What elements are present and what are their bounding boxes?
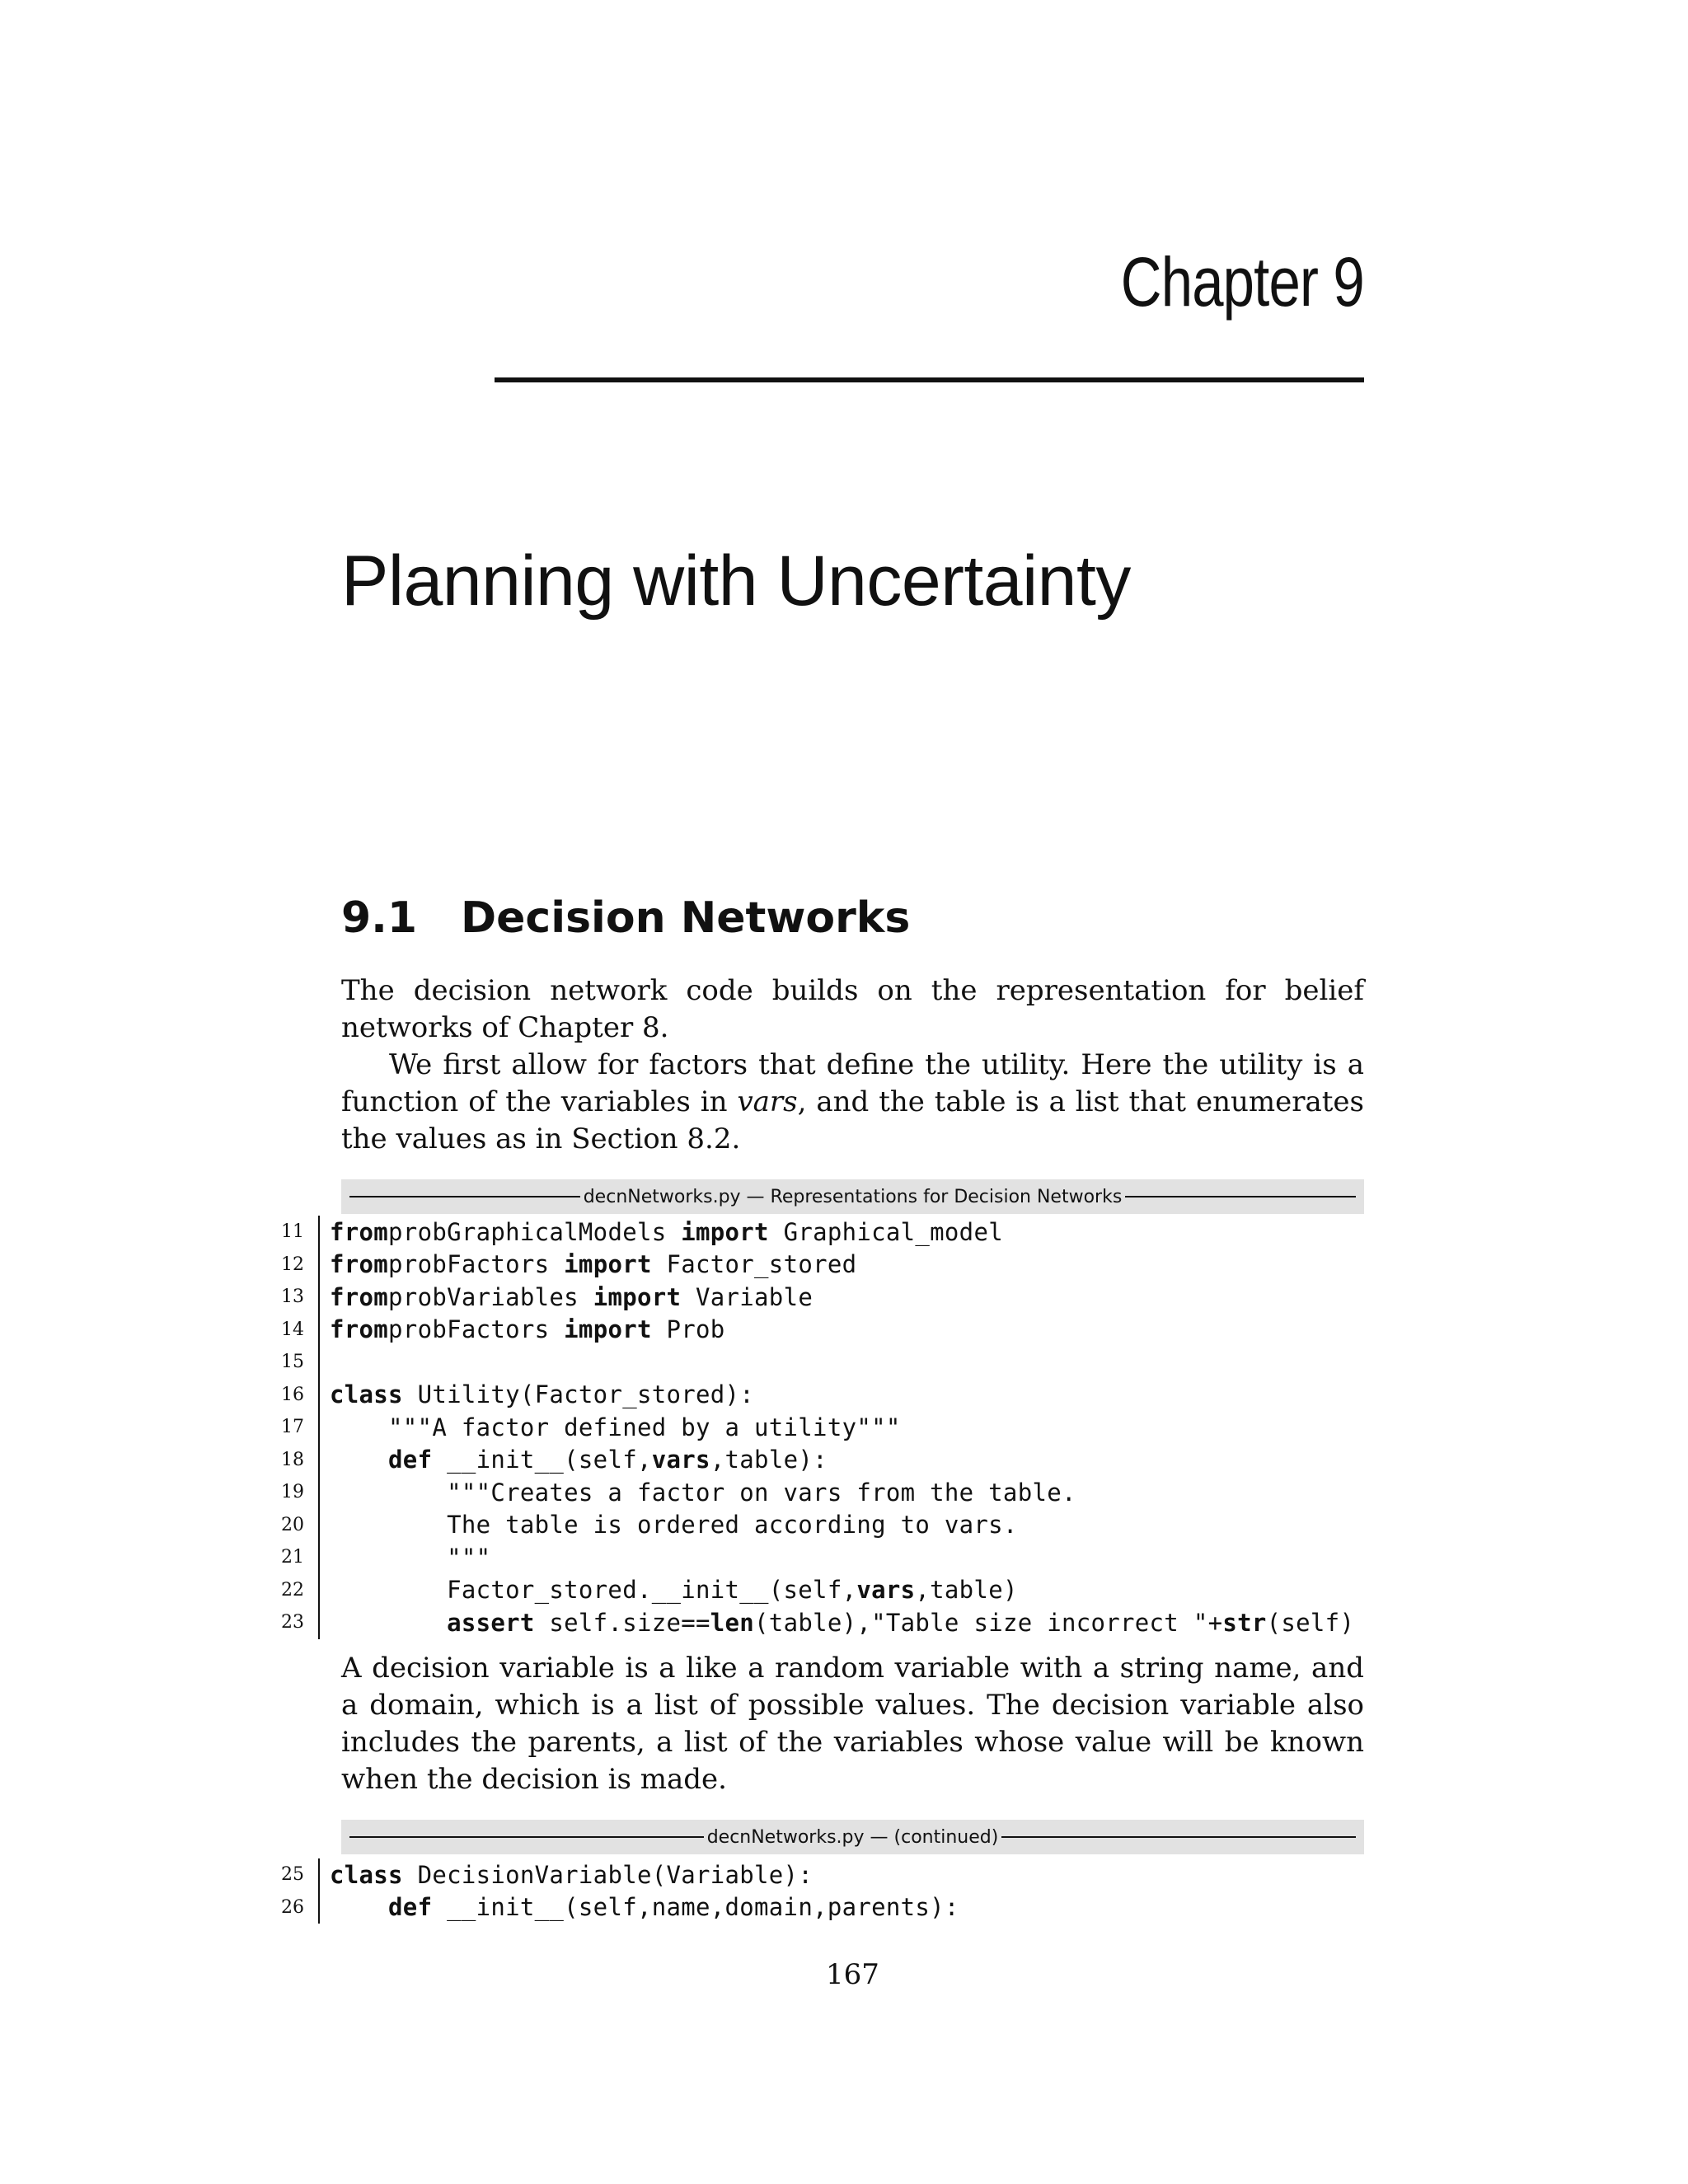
code-text (318, 1411, 901, 1444)
code-token: probFactors (388, 1315, 565, 1344)
code-token: probFactors (388, 1250, 565, 1279)
code-text (318, 1891, 959, 1924)
code-text (318, 1216, 1003, 1249)
code-content (330, 1380, 754, 1408)
code-content (330, 1250, 856, 1278)
code-token (330, 1446, 388, 1474)
header-rule-right (1001, 1836, 1356, 1838)
code-text (318, 1574, 1018, 1607)
code-keyword: def (388, 1893, 433, 1922)
code-token (330, 1609, 447, 1637)
code-text (318, 1346, 330, 1379)
code-token: """A factor defined by a utility""" (330, 1413, 901, 1441)
code-line (272, 1346, 1354, 1379)
code-text (318, 1314, 725, 1347)
code-token (330, 1893, 388, 1921)
section-number: 9.1 (341, 893, 418, 943)
code-keyword: from (330, 1217, 389, 1246)
code-content (330, 1576, 1018, 1604)
code-line (272, 1411, 1354, 1444)
code-keyword: import (593, 1282, 682, 1311)
paragraph-2-emphasis: vars (737, 1085, 798, 1118)
intro-paragraphs (341, 972, 1364, 1158)
code-token: Factor_stored.__init__(self, (330, 1576, 857, 1605)
code-token: __init__(self, (432, 1446, 652, 1474)
line-number: 11 (281, 1221, 304, 1243)
code-line (272, 1216, 1354, 1249)
code-content (330, 1609, 1354, 1637)
code-content (330, 1413, 901, 1441)
code-keyword: class (330, 1860, 403, 1889)
code-listing-header-continued (341, 1820, 1364, 1854)
paragraph-2-part-a: We first allow for factors that define the utility. Here the utility is a function of the variables in (341, 1048, 1364, 1118)
code-content (330, 1861, 813, 1889)
code-token: Graphical_model (768, 1217, 1003, 1246)
line-number: 13 (281, 1286, 304, 1308)
code-token: __init__(self,name,domain,parents): (432, 1893, 959, 1922)
code-token: probGraphicalModels (388, 1217, 682, 1246)
code-line (272, 1281, 1354, 1314)
code-content (330, 1218, 1003, 1246)
line-number: 19 (281, 1482, 304, 1503)
code-token: """Creates a factor on vars from the table. (330, 1478, 1076, 1507)
code-line (272, 1314, 1354, 1347)
line-number: 22 (281, 1579, 304, 1601)
code-content (330, 1283, 813, 1311)
code-keyword: import (681, 1217, 769, 1246)
code-line (272, 1509, 1354, 1542)
code-line (272, 1574, 1354, 1607)
section-title: Decision Networks (461, 893, 911, 943)
code-token: (self) (1266, 1608, 1355, 1637)
code-line (272, 1606, 1354, 1639)
code-listing-header (341, 1179, 1364, 1214)
code-line (272, 1476, 1354, 1509)
code-token: """ (330, 1543, 491, 1572)
code-text (318, 1379, 754, 1412)
code-text (318, 1444, 828, 1477)
code-listing-title: decnNetworks.py — (continued) (706, 1826, 999, 1848)
section-heading (341, 893, 911, 943)
code-keyword: from (330, 1282, 389, 1311)
code-token: Variable (681, 1282, 814, 1311)
line-number: 14 (281, 1319, 304, 1340)
code-keyword: import (564, 1250, 652, 1279)
code-text (318, 1476, 1076, 1509)
code-text (318, 1281, 813, 1314)
paragraph-1: The decision network code builds on the representation for belief networks of Chapter 8. (341, 974, 1364, 1044)
code-content (330, 1893, 959, 1921)
paragraph-3: A decision variable is a like a random variable with a string name, and a domain, which is a list of possible values. The decision variable also includes the parents, a list of the variables whose value will be known when the decision is made. (341, 1652, 1364, 1796)
code-content (330, 1479, 1076, 1507)
code-token: DecisionVariable(Variable): (402, 1860, 814, 1889)
code-token: self.size== (534, 1608, 710, 1637)
code-listing-title: decnNetworks.py — Representations for Decision Networks (583, 1186, 1123, 1207)
line-number: 12 (281, 1254, 304, 1275)
code-keyword: import (564, 1315, 652, 1344)
code-content (330, 1446, 828, 1474)
paragraph-2 (341, 1047, 1364, 1158)
chapter-label: Chapter 9 (1120, 243, 1364, 321)
code-token: (table),"Table size incorrect "+ (754, 1608, 1223, 1637)
code-token: ,table): (710, 1446, 828, 1474)
line-number: 21 (281, 1547, 304, 1568)
code-keyword: vars (651, 1446, 710, 1474)
code-text (318, 1858, 813, 1891)
code-token: ,table) (915, 1576, 1018, 1605)
code-line (272, 1249, 1354, 1282)
code-line (272, 1541, 1354, 1574)
code-token: Utility(Factor_stored): (402, 1380, 755, 1409)
code-text (318, 1606, 1354, 1639)
line-number: 26 (281, 1896, 304, 1918)
code-token: The table is ordered according to vars. (330, 1511, 1018, 1540)
code-content (330, 1315, 725, 1343)
code-keyword: from (330, 1315, 389, 1344)
code-keyword: vars (856, 1576, 916, 1605)
code-token: Prob (651, 1315, 725, 1344)
code-content (330, 1511, 1018, 1539)
line-number: 15 (281, 1352, 304, 1373)
line-number: 16 (281, 1384, 304, 1405)
line-number: 20 (281, 1514, 304, 1535)
code-text (318, 1509, 1018, 1542)
code-line (272, 1891, 959, 1924)
code-keyword: len (710, 1608, 755, 1637)
code-keyword: def (388, 1446, 433, 1474)
code-keyword: assert (447, 1608, 535, 1637)
code-text (318, 1541, 490, 1574)
code-keyword: from (330, 1250, 389, 1279)
code-listing-1 (272, 1216, 1354, 1639)
code-content (330, 1544, 490, 1572)
header-rule-left (349, 1196, 580, 1197)
page-number: 167 (826, 1958, 879, 1991)
code-listing-2 (272, 1858, 959, 1924)
code-text (318, 1249, 856, 1282)
code-keyword: class (330, 1380, 403, 1409)
chapter-title: Planning with Uncertainty (341, 541, 1131, 621)
paragraph-2-part-b: , and the table is a list that enumerates the values as in Section 8.2. (341, 1085, 1364, 1155)
header-rule-left (349, 1836, 704, 1838)
code-line (272, 1444, 1354, 1477)
line-number: 17 (281, 1417, 304, 1438)
header-rule-right (1125, 1196, 1356, 1197)
line-number: 23 (281, 1612, 304, 1633)
line-number: 18 (281, 1449, 304, 1470)
chapter-rule (495, 377, 1364, 382)
code-line (272, 1379, 1354, 1412)
code-token: probVariables (388, 1282, 593, 1311)
code-keyword: str (1222, 1608, 1267, 1637)
line-number: 25 (281, 1864, 304, 1886)
code-token: Factor_stored (651, 1250, 857, 1279)
code-line (272, 1858, 959, 1891)
